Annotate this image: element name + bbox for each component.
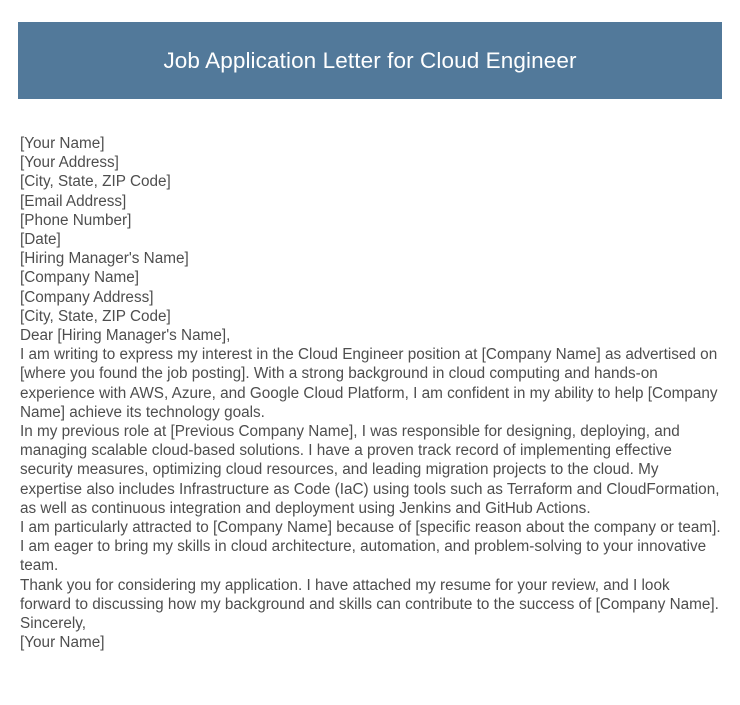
letter-paragraph-experience: In my previous role at [Previous Company Name], I was responsible for designing, deploying, and managing scalable cloud-based solutions. I have a proven track record of implementing effective security measures, optimizing cloud resources, and leading migration projects to the cloud. My expertise also includes Infrastructure as Code (IaC) using tools such as Terraform and CloudFormation, as well as continuous integration and deployment using Jenkins and GitHub Actions. (20, 423, 720, 517)
letter-salutation: Dear [Hiring Manager's Name], (20, 327, 231, 345)
letter-line-email-address: [Email Address] (20, 192, 127, 210)
letter-paragraph-intro: I am writing to express my interest in the Cloud Engineer position at [Company Name] as advertised on [where you found the job posting]. With a strong background in cloud computing and hands-on experience with AWS, Azure, and Google Cloud Platform, I am confident in my ability to help [Company Name] achieve its technology goals. (20, 346, 718, 421)
letter-paragraph-closing: Thank you for considering my application. I have attached my resume for your review, and I look forward to discussing how my background and skills can contribute to the success of [Company Name]. (20, 576, 719, 613)
letter-line-date: [Date] (20, 231, 61, 249)
letter-line-your-name: [Your Name] (20, 135, 105, 152)
letter-body (20, 134, 722, 652)
letter-signature-name: [Your Name] (20, 634, 105, 652)
letter-line-company-city-zip: [City, State, ZIP Code] (20, 307, 171, 325)
page-title: Job Application Letter for Cloud Engineer (163, 48, 577, 73)
letter-paragraph-motivation: I am particularly attracted to [Company Name] because of [specific reason about the company or team]. I am eager to bring my skills in cloud architecture, automation, and problem-solving to your innovative team. (20, 519, 721, 575)
letter-line-company-address: [Company Address] (20, 288, 154, 306)
letter-line-city-state-zip: [City, State, ZIP Code] (20, 173, 171, 191)
letter-signoff: Sincerely, (20, 615, 87, 633)
letter-line-your-address: [Your Address] (20, 154, 119, 172)
letter-line-company-name: [Company Name] (20, 269, 140, 287)
document-header-banner (18, 22, 722, 99)
letter-line-hiring-manager: [Hiring Manager's Name] (20, 250, 189, 268)
letter-line-phone-number: [Phone Number] (20, 211, 132, 229)
